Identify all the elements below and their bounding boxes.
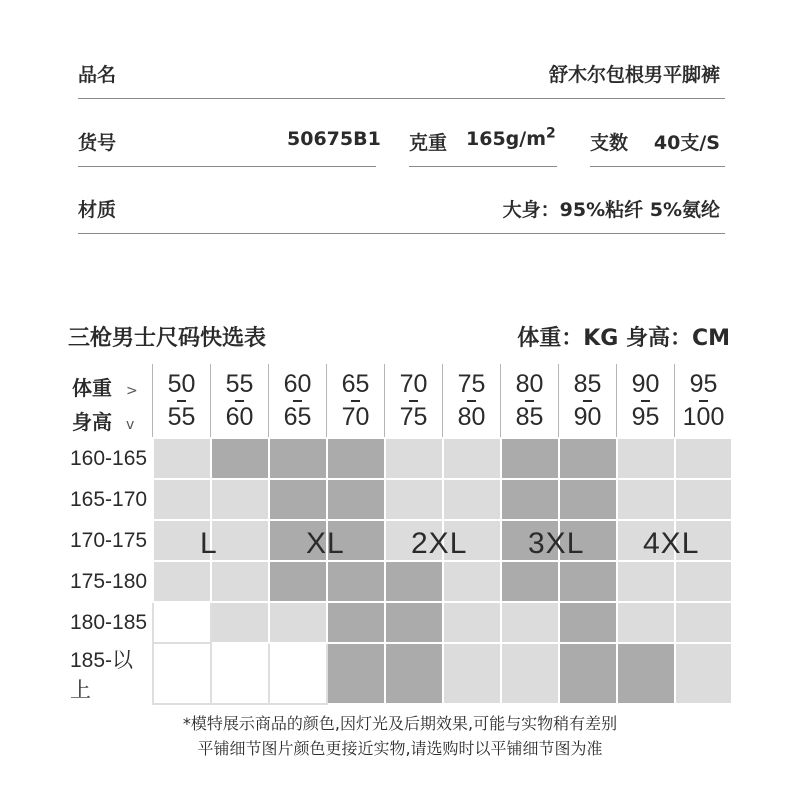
name-label: 品名 — [78, 64, 117, 86]
range-dash — [467, 400, 476, 402]
corner-weight-label: 体重 — [72, 376, 112, 400]
size-cell — [153, 643, 211, 704]
weight-max: 75 — [399, 402, 428, 431]
weight-column-header — [385, 364, 443, 438]
code-label: 货号 — [78, 132, 117, 154]
size-cell — [501, 602, 559, 643]
code-value: 50675B1 — [287, 128, 381, 150]
range-dash — [525, 400, 534, 402]
range-dash — [699, 400, 708, 402]
size-cell — [559, 479, 617, 520]
size-cell — [269, 438, 327, 479]
corner-height-label: 身高 — [72, 410, 112, 434]
size-cell — [211, 561, 269, 602]
weight-column-header — [153, 364, 211, 438]
size-cell — [443, 561, 501, 602]
size-cell — [385, 438, 443, 479]
weight-min: 60 — [283, 369, 312, 398]
weight-max: 55 — [167, 402, 196, 431]
weight-min: 90 — [631, 369, 660, 398]
weight-column-header — [675, 364, 733, 438]
height-row-header: 170-175 — [62, 520, 153, 561]
range-dash — [409, 400, 418, 402]
weight-max: 70 — [341, 402, 370, 431]
weight-column-header — [559, 364, 617, 438]
height-row-header: 185-以上 — [62, 643, 153, 704]
size-chart-title: 三枪男士尺码快选表 — [68, 326, 267, 351]
size-cell — [269, 479, 327, 520]
size-label-2xl: 2XL — [411, 527, 468, 560]
weight-max: 60 — [225, 402, 254, 431]
table-row — [62, 479, 732, 520]
size-cell — [675, 602, 733, 643]
size-cell — [501, 438, 559, 479]
weight-max: 65 — [283, 402, 312, 431]
size-cell — [617, 438, 675, 479]
weight-min: 55 — [225, 369, 254, 398]
size-cell — [211, 438, 269, 479]
size-cell — [675, 561, 733, 602]
count-value: 40支/S — [653, 132, 720, 154]
size-cell — [443, 438, 501, 479]
size-cell — [443, 602, 501, 643]
weight-min: 70 — [399, 369, 428, 398]
weight-max: 95 — [631, 402, 660, 431]
range-dash — [641, 400, 650, 402]
size-cell — [559, 438, 617, 479]
weight-column-header — [269, 364, 327, 438]
size-cell — [153, 561, 211, 602]
table-row — [62, 643, 732, 704]
weight-column-header — [443, 364, 501, 438]
size-cell — [385, 479, 443, 520]
size-cell — [153, 602, 211, 643]
size-cell — [327, 438, 385, 479]
divider — [78, 98, 725, 99]
size-cell — [211, 520, 269, 561]
size-cell — [327, 602, 385, 643]
size-cell — [153, 438, 211, 479]
weight-max: 100 — [682, 402, 725, 431]
size-label-4xl: 4XL — [643, 527, 700, 560]
range-dash — [177, 400, 186, 402]
size-label-xl: XL — [306, 527, 345, 560]
divider — [78, 233, 725, 234]
size-cell — [269, 602, 327, 643]
weight-column-header — [211, 364, 269, 438]
header-row — [62, 364, 732, 438]
name-value: 舒木尔包根男平脚裤 — [548, 64, 720, 86]
size-cell — [153, 479, 211, 520]
size-cell — [675, 438, 733, 479]
size-cell — [617, 602, 675, 643]
size-cell — [617, 479, 675, 520]
size-cell — [559, 643, 617, 704]
size-cell — [269, 561, 327, 602]
size-label-3xl: 3XL — [528, 527, 585, 560]
weight-min: 75 — [457, 369, 486, 398]
size-cell — [501, 643, 559, 704]
size-cell — [443, 479, 501, 520]
table-row — [62, 438, 732, 479]
size-cell — [327, 479, 385, 520]
weight-column-header — [617, 364, 675, 438]
corner-cell — [62, 364, 153, 438]
weight-min: 95 — [689, 369, 718, 398]
weight-column-header — [327, 364, 385, 438]
height-row-header: 180-185 — [62, 602, 153, 643]
size-cell — [327, 561, 385, 602]
size-cell — [617, 643, 675, 704]
size-cell — [501, 561, 559, 602]
size-cell — [675, 479, 733, 520]
size-cell — [617, 561, 675, 602]
divider — [78, 166, 376, 167]
right-arrow-icon: > — [126, 383, 138, 399]
size-cell — [211, 643, 269, 704]
material-label: 材质 — [78, 199, 117, 221]
size-label-l: L — [200, 527, 218, 560]
count-label: 支数 — [590, 132, 629, 154]
table-row — [62, 520, 732, 561]
footer-note-line-2: 平铺细节图片颜色更接近实物,请选购时以平铺细节图为准 — [197, 739, 603, 758]
size-cell — [559, 602, 617, 643]
weight-min: 80 — [515, 369, 544, 398]
size-cell — [443, 643, 501, 704]
weight-min: 50 — [167, 369, 196, 398]
table-row — [62, 561, 732, 602]
size-chart-table — [62, 364, 733, 705]
size-cell — [269, 643, 327, 704]
range-dash — [583, 400, 592, 402]
size-cell — [211, 602, 269, 643]
size-cell — [501, 479, 559, 520]
weight-min: 85 — [573, 369, 602, 398]
down-arrow-icon: v — [126, 417, 135, 433]
size-cell — [385, 643, 443, 704]
divider — [409, 166, 557, 167]
material-value: 大身：95%粘纤 5%氨纶 — [502, 199, 720, 221]
height-row-header: 160-165 — [62, 438, 153, 479]
range-dash — [293, 400, 302, 402]
table-row — [62, 602, 732, 643]
size-cell — [385, 561, 443, 602]
range-dash — [351, 400, 360, 402]
weight-max: 90 — [573, 402, 602, 431]
size-cell — [327, 643, 385, 704]
range-dash — [235, 400, 244, 402]
size-cell — [559, 561, 617, 602]
weight-min: 65 — [341, 369, 370, 398]
weight-label: 克重 — [409, 132, 448, 154]
weight-max: 80 — [457, 402, 486, 431]
size-cell — [385, 602, 443, 643]
size-chart-units: 体重：KG 身高：CM — [517, 326, 730, 351]
height-row-header: 165-170 — [62, 479, 153, 520]
footer-note-line-1: *模特展示商品的颜色,因灯光及后期效果,可能与实物稍有差别 — [182, 714, 618, 733]
size-cell — [675, 643, 733, 704]
weight-value: $165g/m^2$ — [466, 125, 556, 150]
height-row-header: 175-180 — [62, 561, 153, 602]
weight-column-header — [501, 364, 559, 438]
weight-max: 85 — [515, 402, 544, 431]
size-cell — [211, 479, 269, 520]
divider — [590, 166, 725, 167]
